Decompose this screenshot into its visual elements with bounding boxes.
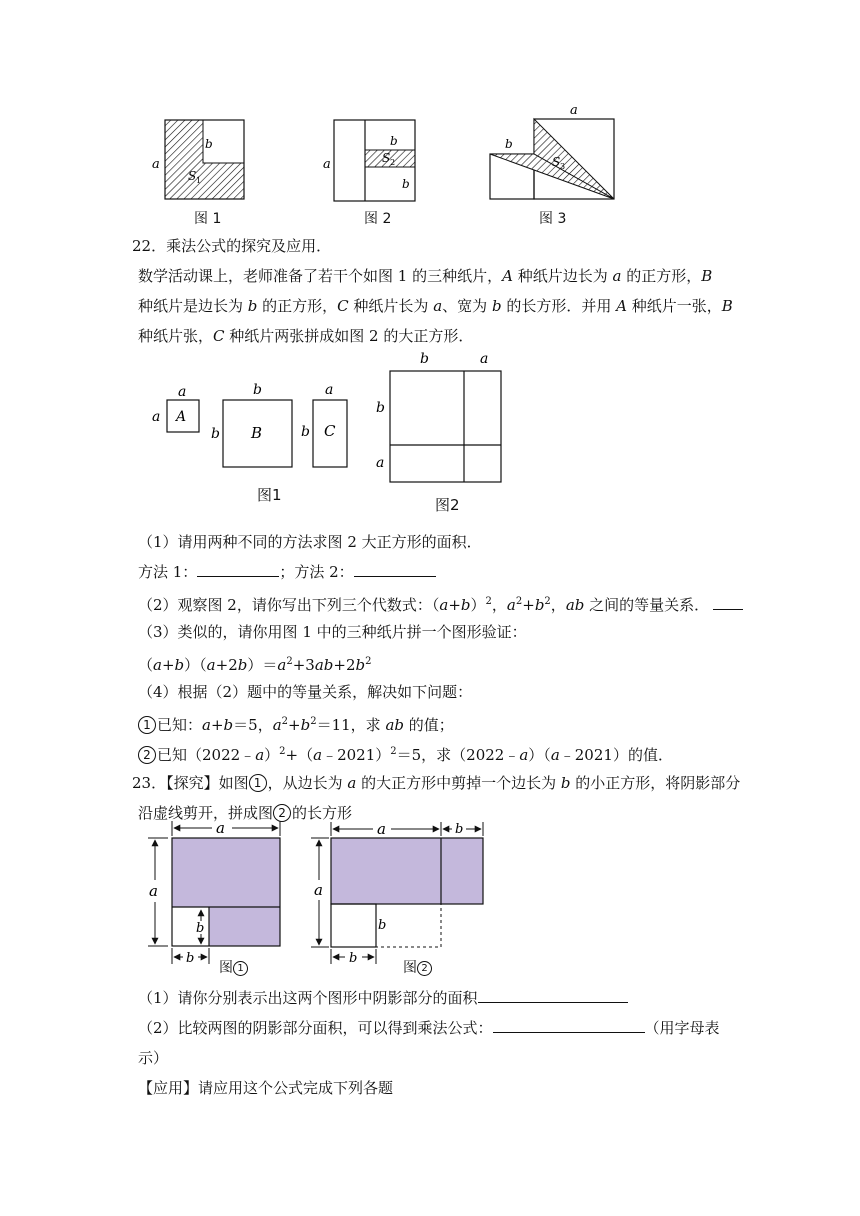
q23-sub1: （1）请你分别表示出这两个图形中阴影部分的面积 [138, 988, 628, 1008]
card-c-label: C [324, 422, 336, 440]
q22-fig1-caption: 图1 [257, 486, 282, 504]
relation-blank[interactable] [713, 595, 743, 610]
method1-blank[interactable] [197, 562, 279, 577]
q23-figure-1 [140, 818, 290, 978]
q23-fig2-inner-b: b [378, 918, 387, 933]
q23-application: 【应用】请应用这个公式完成下列各题 [138, 1079, 394, 1097]
big-top-a: a [480, 351, 489, 367]
card-a-label: A [176, 409, 187, 425]
fig3-label-a: a [570, 103, 578, 118]
q22-sub1: （1）请用两种不同的方法求图 2 大正方形的面积． [138, 533, 482, 551]
fig1-label-a: a [152, 157, 160, 172]
fig2-label-sub: 2 [390, 158, 396, 167]
card-b-label: B [251, 424, 263, 442]
q23-fig1-caption: 图 1 [219, 957, 249, 977]
q22-fig2-caption: 图2 [435, 496, 460, 514]
q22-sub3-formula: $(a+b)(a+2b)=a^2+3ab+2b^2$ [138, 656, 372, 674]
q23-sub2: （2）比较两图的阴影部分面积，可以得到乘法公式： （用字母表 [138, 1019, 720, 1037]
q22-figure-cards [145, 378, 365, 508]
q23-fig2-caption: 图 2 [403, 957, 433, 977]
top-figure-2 [320, 108, 430, 218]
top-figure-3 [480, 100, 630, 210]
fig1-label-s: S [188, 169, 197, 183]
q22-sub4-part1: 1 已知：a+b＝5，$a^2+b^2=11$，求 ab 的值； [138, 712, 454, 735]
card-b [211, 382, 292, 467]
q22-sub2: （2）观察图 2，请你写出下列三个代数式：$(a+b)^2$，$a^2+b^2$，ab 之间的等量关系． [138, 592, 743, 615]
card-a-side: a [152, 409, 161, 425]
fig3-label-b: b [505, 137, 513, 151]
method2-blank[interactable] [354, 562, 436, 577]
card-b-side: b [211, 426, 220, 442]
fig3-label-sub: 3 [560, 162, 566, 171]
q22-para-line3: 种纸片张，C 种纸片两张拼成如图 2 的大正方形． [138, 327, 474, 345]
card-c-side: b [301, 424, 310, 440]
q23-fig2-top-a: a [377, 820, 386, 838]
top-fig2-caption: 图 2 [364, 211, 392, 227]
q23-fig1-left-a: a [149, 882, 158, 900]
q22-para-line1: 数学活动课上，老师准备了若干个如图 1 的三种纸片，A 种纸片边长为 a 的正方形，B [138, 267, 713, 285]
q22-sub1-methods: 方法 1： ；方法 2： [138, 562, 436, 582]
q23-line1: 23．【探究】如图 1 ，从边长为 a 的大正方形中剪掉一个边长为 b 的小正方形，将阴影部分 [132, 774, 741, 792]
q23-line2: 沿虚线剪开，拼成图 2 的长方形 [138, 804, 353, 822]
fig2-label-a: a [323, 157, 331, 172]
big-side-a: a [376, 455, 385, 471]
formula-blank[interactable] [493, 1018, 645, 1033]
shaded-area-blank[interactable] [478, 988, 628, 1003]
q23-fig1-top-a: a [216, 819, 225, 837]
q23-fig2-top-b: b [455, 822, 464, 837]
q22-sub4-part2: 2 已知（2022﹣a）$^2$+（a﹣2021）$^2$＝5，求（2022﹣a）（a﹣2021）的值． [138, 742, 673, 765]
top-fig3-caption: 图 3 [539, 211, 567, 227]
q23-sub2-wrap: 示） [138, 1049, 169, 1067]
fig1-label-sub: 1 [196, 176, 202, 185]
q22-figure-big-square [370, 350, 510, 490]
q22-para-line2: 种纸片是边长为 b 的正方形，C 种纸片长为 a、宽为 b 的长方形．并用 A 种纸片一张，B [138, 297, 733, 315]
q23-fig2-bottom-b: b [349, 951, 358, 966]
card-b-top: b [253, 382, 262, 398]
q23-fig2-left-a: a [314, 881, 323, 899]
q22-title: 22．乘法公式的探究及应用． [132, 237, 332, 255]
card-a [152, 384, 199, 432]
fig2-label-b2: b [402, 177, 410, 191]
big-side-b: b [376, 400, 385, 416]
q23-fig1-bottom-b: b [186, 951, 195, 966]
q22-sub3: （3）类似的，请你用图 1 中的三种纸片拼一个图形验证： [138, 623, 527, 641]
fig2-label-b1: b [390, 134, 398, 148]
fig3-label-s: S [552, 155, 561, 169]
fig2-label-s: S [382, 151, 391, 165]
card-a-top: a [178, 384, 187, 400]
card-c [301, 382, 347, 467]
top-fig1-caption: 图 1 [194, 211, 222, 227]
big-top-b: b [420, 351, 429, 367]
q23-figure-2 [305, 818, 500, 978]
q23-fig1-inner-b: b [196, 921, 205, 936]
q22-sub4: （4）根据（2）题中的等量关系，解决如下问题： [138, 683, 473, 701]
card-c-top: a [325, 382, 334, 398]
fig1-label-b: b [205, 137, 213, 151]
